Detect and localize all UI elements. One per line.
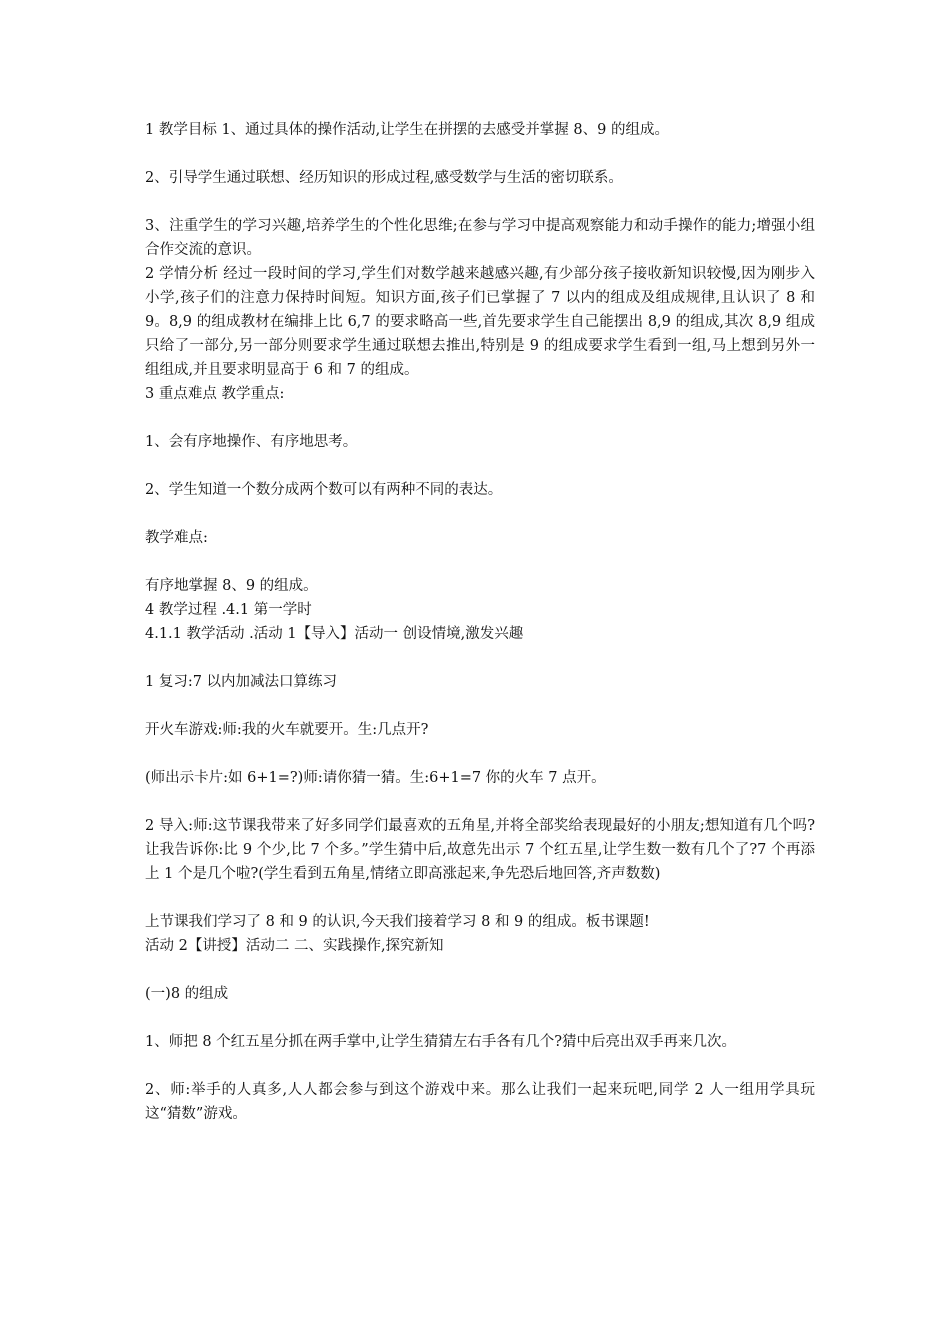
section-8-heading: (一)8 的组成 <box>145 986 229 1002</box>
activity-1-heading: 4.1.1 教学活动 .活动 1【导入】活动一 创设情境,激发兴趣 <box>145 626 524 642</box>
key-point-1: 1、会有序地操作、有序地思考。 <box>145 434 358 450</box>
objective-3: 3、注重学生的学习兴趣,培养学生的个性化思维;在参与学习中提高观察能力和动手操作的能力;增强小组合作交流的意识。 <box>145 218 815 258</box>
difficulty-heading: 教学难点: <box>145 530 208 546</box>
card-text: (师出示卡片:如 6+1=?)师:请你猜一猜。生:6+1=7 你的火车 7 点开。 <box>145 770 606 786</box>
key-point-2: 2、学生知道一个数分成两个数可以有两种不同的表达。 <box>145 482 503 498</box>
activity-2-heading: 活动 2【讲授】活动二 二、实践操作,探究新知 <box>145 938 444 954</box>
objective-2: 2、引导学生通过联想、经历知识的形成过程,感受数学与生活的密切联系。 <box>145 170 623 186</box>
review-text: 1 复习:7 以内加减法口算练习 <box>145 674 338 690</box>
student-analysis: 2 学情分析 经过一段时间的学习,学生们对数学越来越感兴趣,有少部分孩子接收新知识较慢,因为刚步入小学,孩子们的注意力保持时间短。知识方面,孩子们已掌握了 7 以内的组成及组成规律,且认识了 8 和 9。8,9 的组成教材在编排上比 6,7 的要求略高一些,首先要求学生自己能摆出 8,9 的组成,其次 8,9 组成只给了一部分,另一部分则要求学生通过联想去推出,特别是 9 的组成要求学生看到一组,马上想到另外一组组成,并且要求明显高于 6 和 7 的组成。 <box>145 266 815 378</box>
train-game-text: 开火车游戏:师:我的火车就要开。生:几点开? <box>145 722 429 738</box>
intro-text: 2 导入:师:这节课我带来了好多同学们最喜欢的五角星,并将全部奖给表现最好的小朋友;想知道有几个吗?让我告诉你:比 9 个少,比 7 个多。”学生猜中后,故意先出示 7 个红五星,让学生数一数有几个了?7 个再添上 1 个是几个啦?(学生看到五角星,情绪立即高涨起来,争先恐后地回答,齐声数数) <box>145 818 815 882</box>
objective-1: 1 教学目标 1、通过具体的操作活动,让学生在拼摆的去感受并掌握 8、9 的组成。 <box>145 122 669 138</box>
step-1-text: 1、师把 8 个红五星分抓在两手掌中,让学生猜猜左右手各有几个?猜中后亮出双手再来几次。 <box>145 1034 737 1050</box>
difficulty-text: 有序地掌握 8、9 的组成。 <box>145 578 318 594</box>
document-page <box>145 118 815 1126</box>
process-heading: 4 教学过程 .4.1 第一学时 <box>145 602 312 618</box>
step-2-text: 2、师:举手的人真多,人人都会参与到这个游戏中来。那么让我们一起来玩吧,同学 2 人一组用学具玩这“猜数”游戏。 <box>145 1082 815 1122</box>
key-points-heading: 3 重点难点 教学重点: <box>145 386 285 402</box>
lesson-topic-text: 上节课我们学习了 8 和 9 的认识,今天我们接着学习 8 和 9 的组成。板书课题! <box>145 914 650 930</box>
